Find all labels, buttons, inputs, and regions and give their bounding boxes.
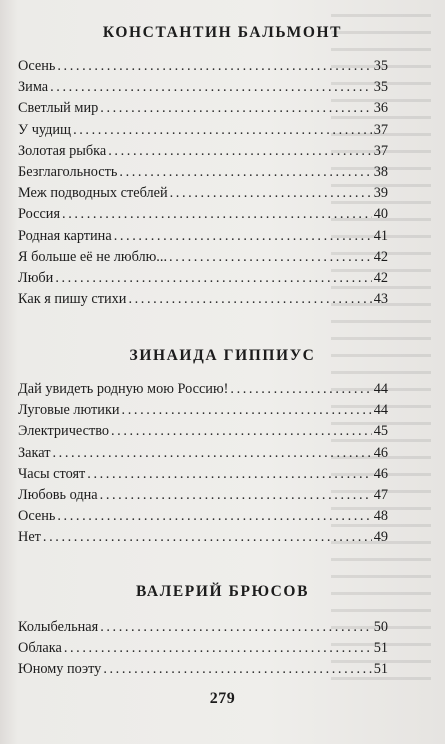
dot-leader — [103, 659, 371, 680]
entry-title: Я больше её не люблю... — [18, 248, 168, 265]
section-heading-gippius: ЗИНАИДА ГИППИУС — [129, 347, 316, 364]
entry-title: Безглагольность — [18, 163, 118, 180]
entry-title: Светлый мир — [18, 100, 99, 117]
entry-page-number: 51 — [373, 661, 388, 678]
entry-title: Россия — [18, 206, 61, 223]
dot-leader — [169, 247, 372, 268]
dot-leader — [100, 485, 372, 506]
entry-title: Луговые лютики — [18, 402, 120, 419]
entry-title: Закат — [18, 444, 51, 461]
entry-page-number: 47 — [373, 486, 388, 503]
dot-leader — [43, 527, 372, 548]
entry-page-number: 45 — [373, 423, 388, 440]
entry-title: Облака — [18, 640, 62, 657]
toc-entry — [18, 421, 388, 442]
entry-page-number: 46 — [373, 465, 388, 482]
dot-leader — [57, 506, 371, 527]
dot-leader — [87, 464, 371, 485]
toc-entry — [18, 56, 388, 77]
toc-entry — [18, 400, 388, 421]
toc-entry — [18, 379, 388, 400]
entry-title: Электричество — [18, 423, 109, 440]
dot-leader — [52, 443, 371, 464]
entry-page-number: 40 — [373, 206, 388, 223]
dot-leader — [170, 183, 372, 204]
entry-title: Осень — [18, 508, 56, 525]
toc-entry — [18, 527, 388, 548]
toc-entry — [18, 77, 388, 98]
section-heading-balmont: КОНСТАНТИН БАЛЬМОНТ — [102, 24, 343, 41]
entry-page-number: 48 — [373, 508, 388, 525]
entry-page-number: 36 — [373, 100, 388, 117]
toc-entry — [18, 443, 388, 464]
dot-leader — [55, 268, 371, 289]
entry-title: Люби — [18, 269, 54, 286]
dot-leader — [119, 162, 371, 183]
entry-title: Нет — [18, 529, 41, 546]
toc-entry — [18, 659, 388, 680]
toc-entry — [18, 268, 388, 289]
entry-page-number: 41 — [373, 227, 388, 244]
entry-title: Колыбельная — [18, 619, 99, 635]
dot-leader — [50, 77, 372, 98]
toc-entry — [18, 141, 388, 162]
dot-leader — [108, 141, 371, 162]
toc-entry — [18, 464, 388, 485]
entry-title: Родная картина — [18, 227, 112, 244]
toc-entry — [18, 226, 388, 247]
entry-page-number: 42 — [373, 269, 388, 286]
entry-title: Зима — [18, 79, 49, 96]
dot-leader — [128, 289, 371, 310]
entry-page-number: 35 — [373, 79, 388, 96]
toc-entry — [18, 638, 388, 659]
entry-page-number: 43 — [373, 291, 388, 308]
toc-entry — [18, 204, 388, 225]
entry-title: Осень — [18, 58, 56, 74]
entry-page-number: 35 — [373, 58, 388, 74]
toc-list-gippius — [18, 379, 388, 549]
entry-title: Дай увидеть родную мою Россию! — [18, 381, 229, 397]
entry-page-number: 49 — [373, 529, 388, 546]
entry-page-number: 37 — [373, 121, 388, 138]
dot-leader — [73, 120, 372, 141]
entry-title: Меж подводных стеблей — [18, 185, 168, 202]
dot-leader — [64, 638, 372, 659]
entry-page-number: 38 — [373, 163, 388, 180]
toc-entry — [18, 506, 388, 527]
dot-leader — [114, 226, 372, 247]
toc-entry — [18, 98, 388, 119]
dot-leader — [122, 400, 372, 421]
toc-entry — [18, 289, 388, 310]
entry-title: У чудищ — [18, 121, 72, 138]
entry-title: Любовь одна — [18, 486, 98, 503]
page-number: 279 — [209, 690, 236, 707]
dot-leader — [62, 204, 372, 225]
entry-page-number: 42 — [373, 248, 388, 265]
dot-leader — [230, 379, 371, 400]
toc-entry — [18, 617, 388, 638]
dot-leader — [100, 617, 372, 638]
entry-page-number: 44 — [373, 381, 388, 397]
toc-list-balmont — [18, 56, 388, 310]
entry-page-number: 39 — [373, 185, 388, 202]
dot-leader — [57, 56, 371, 77]
entry-title: Как я пишу стихи — [18, 291, 127, 308]
entry-page-number: 51 — [373, 640, 388, 657]
entry-page-number: 37 — [373, 142, 388, 159]
toc-entry — [18, 183, 388, 204]
entry-title: Часы стоят — [18, 465, 86, 482]
entry-page-number: 50 — [373, 619, 388, 635]
dot-leader — [111, 421, 372, 442]
entry-title: Золотая рыбка — [18, 142, 107, 159]
toc-entry — [18, 485, 388, 506]
section-heading-bryusov: ВАЛЕРИЙ БРЮСОВ — [135, 583, 310, 600]
toc-list-bryusov — [18, 617, 388, 681]
toc-entry — [18, 162, 388, 183]
dot-leader — [100, 98, 371, 119]
toc-entry — [18, 120, 388, 141]
entry-page-number: 46 — [373, 444, 388, 461]
entry-page-number: 44 — [373, 402, 388, 419]
toc-entry — [18, 247, 388, 268]
entry-title: Юному поэту — [18, 661, 102, 678]
